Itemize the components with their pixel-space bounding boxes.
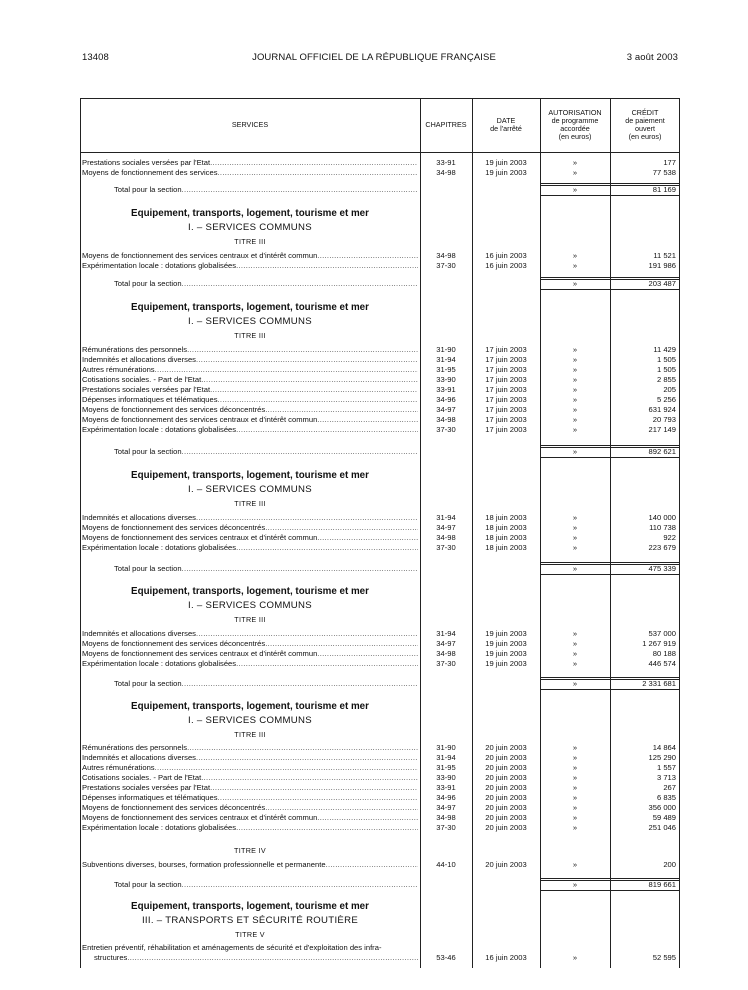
table-row: Prestations sociales versées par l'Etat ..... 33-91 20 juin 2003 » 267 xyxy=(80,783,680,793)
section-ministry-title: Equipement, transports, logement, tourisme et mer xyxy=(131,302,369,313)
total-row: Total pour la section ..... » 819 661 xyxy=(80,880,680,890)
table-row: Autres rémunérations ..... 31-95 17 juin 2003 » 1 505 xyxy=(80,365,680,375)
section-titre: TITRE V xyxy=(235,930,265,939)
table-row: Moyens de fonctionnement des services centraux et d'intérêt commun ..... 34-98 17 juin 2003 » 20 793 xyxy=(80,415,680,425)
table-row: Expérimentation locale : dotations globalisées ..... 37-30 16 juin 2003 » 191 986 xyxy=(80,261,680,271)
table-row: Rémunérations des personnels ..... 31-90 17 juin 2003 » 11 429 xyxy=(80,345,680,355)
table-row: Dépenses informatiques et télématiques ..... 34-96 17 juin 2003 » 5 256 xyxy=(80,395,680,405)
section-titre: TITRE III xyxy=(234,331,266,340)
table-row: Moyens de fonctionnement des services centraux et d'intérêt commun ..... 34-98 19 juin 2003 » 80 188 xyxy=(80,649,680,659)
section-ministry-title: Equipement, transports, logement, tourisme et mer xyxy=(131,586,369,597)
table-row: Moyens de fonctionnement des services déconcentrés ..... 34-97 19 juin 2003 » 1 267 919 xyxy=(80,639,680,649)
section-ministry-title: Equipement, transports, logement, tourisme et mer xyxy=(131,208,369,219)
table-row: Subventions diverses, bourses, formation professionnelle et permanente ..... 44-10 20 juin 2003 » 200 xyxy=(80,860,680,870)
table-row: Indemnités et allocations diverses ..... 31-94 18 juin 2003 » 140 000 xyxy=(80,513,680,523)
page-number: 13408 xyxy=(82,52,109,63)
table-row: Cotisations sociales. - Part de l'Etat ..... 33-90 17 juin 2003 » 2 855 xyxy=(80,375,680,385)
table-row: Expérimentation locale : dotations globalisées ..... 37-30 17 juin 2003 » 217 149 xyxy=(80,425,680,435)
table-row: Moyens de fonctionnement des services ..... 34-98 19 juin 2003 » 77 538 xyxy=(80,168,680,178)
table-row: Moyens de fonctionnement des services centraux et d'intérêt commun ..... 34-98 18 juin 2003 » 922 xyxy=(80,533,680,543)
total-row: Total pour la section ..... » 203 487 xyxy=(80,279,680,289)
table-row: Autres rémunérations ..... 31-95 20 juin 2003 » 1 557 xyxy=(80,763,680,773)
header-services: SERVICES xyxy=(231,120,269,129)
table-row: Expérimentation locale : dotations globalisées ..... 37-30 20 juin 2003 » 251 046 xyxy=(80,823,680,833)
section-ministry-title: Equipement, transports, logement, tourisme et mer xyxy=(131,901,369,912)
header-chapitres: CHAPITRES xyxy=(425,120,467,129)
table-row: Moyens de fonctionnement des services centraux et d'intérêt commun ..... 34-98 16 juin 2003 » 11 521 xyxy=(80,251,680,261)
row-label-continued: Entretien préventif, réhabilitation et aménagements de sécurité et d'exploitation des infra- xyxy=(82,943,382,952)
table-row: Moyens de fonctionnement des services déconcentrés ..... 34-97 20 juin 2003 » 356 000 xyxy=(80,803,680,813)
table-row: Cotisations sociales. - Part de l'Etat ..... 33-90 20 juin 2003 » 3 713 xyxy=(80,773,680,783)
table-row: Expérimentation locale : dotations globalisées ..... 37-30 19 juin 2003 » 446 574 xyxy=(80,659,680,669)
table-row: Moyens de fonctionnement des services déconcentrés ..... 34-97 18 juin 2003 » 110 738 xyxy=(80,523,680,533)
table-header-divider xyxy=(80,152,680,153)
header-credit: CRÉDIT de paiement ouvert (en euros) xyxy=(625,108,665,141)
section-subtitle: I. – SERVICES COMMUNS xyxy=(188,715,312,726)
header-autorisation: AUTORISATION de programme accordée (en euros) xyxy=(548,108,602,141)
section-subtitle: I. – SERVICES COMMUNS xyxy=(188,316,312,327)
table-row: Indemnités et allocations diverses ..... 31-94 20 juin 2003 » 125 290 xyxy=(80,753,680,763)
total-row: Total pour la section ..... » 892 621 xyxy=(80,447,680,457)
table-row: Moyens de fonctionnement des services centraux et d'intérêt commun ..... 34-98 20 juin 2003 » 59 489 xyxy=(80,813,680,823)
section-subtitle: I. – SERVICES COMMUNS xyxy=(188,222,312,233)
section-titre: TITRE III xyxy=(234,499,266,508)
table-row: Rémunérations des personnels ..... 31-90 20 juin 2003 » 14 864 xyxy=(80,743,680,753)
table-row: Prestations sociales versées par l'Etat ..... 33-91 17 juin 2003 » 205 xyxy=(80,385,680,395)
total-row: Total pour la section ..... » 475 339 xyxy=(80,564,680,574)
section-titre: TITRE III xyxy=(234,730,266,739)
section-subtitle: I. – SERVICES COMMUNS xyxy=(188,484,312,495)
table-row: Dépenses informatiques et télématiques ..... 34-96 20 juin 2003 » 6 835 xyxy=(80,793,680,803)
journal-title: JOURNAL OFFICIEL DE LA RÉPUBLIQUE FRANÇAISE xyxy=(252,52,496,63)
table-row: Prestations sociales versées par l'Etat ..... 33-91 19 juin 2003 » 177 xyxy=(80,158,680,168)
table-row: Expérimentation locale : dotations globalisées ..... 37-30 18 juin 2003 » 223 679 xyxy=(80,543,680,553)
table-row: Indemnités et allocations diverses ..... 31-94 17 juin 2003 » 1 505 xyxy=(80,355,680,365)
section-subtitle: III. – TRANSPORTS ET SÉCURITÉ ROUTIÈRE xyxy=(141,915,359,926)
credits-table xyxy=(80,98,680,968)
section-titre: TITRE III xyxy=(234,237,266,246)
table-row: Indemnités et allocations diverses ..... 31-94 19 juin 2003 » 537 000 xyxy=(80,629,680,639)
section-ministry-title: Equipement, transports, logement, tourisme et mer xyxy=(131,701,369,712)
section-titre: TITRE III xyxy=(234,615,266,624)
header-date: DATE de l'arrêté xyxy=(490,116,522,133)
section-titre: TITRE IV xyxy=(234,846,266,855)
section-ministry-title: Equipement, transports, logement, tourisme et mer xyxy=(131,470,369,481)
total-row: Total pour la section ..... » 81 169 xyxy=(80,185,680,195)
section-subtitle: I. – SERVICES COMMUNS xyxy=(188,600,312,611)
table-row: Moyens de fonctionnement des services déconcentrés ..... 34-97 17 juin 2003 » 631 924 xyxy=(80,405,680,415)
publication-date: 3 août 2003 xyxy=(626,52,678,63)
total-row: Total pour la section ..... » 2 331 681 xyxy=(80,679,680,689)
table-row: structures ..... 53-46 16 juin 2003 » 52 595 xyxy=(80,953,680,963)
